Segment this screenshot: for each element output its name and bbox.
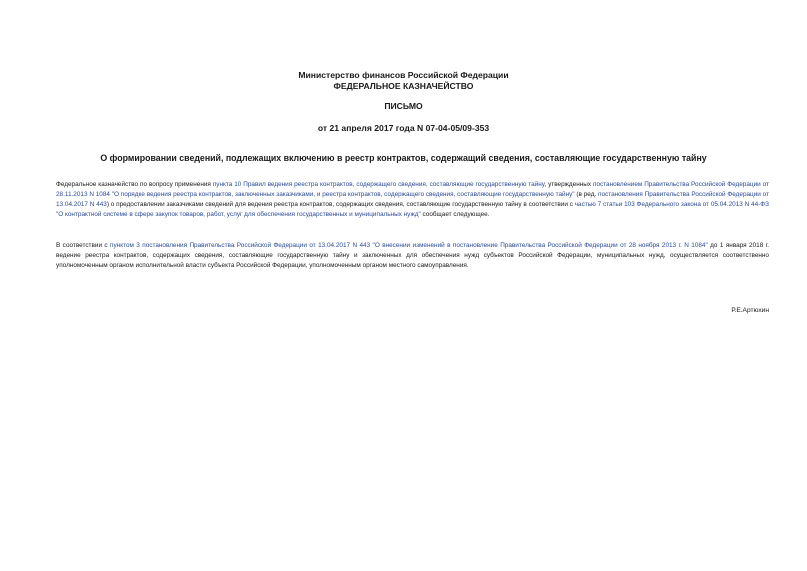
p1-text-4: ) о предоставлении заказчиками сведений для ведения реестра контрактов, содержащих сведения, составляющие государственную тайну в соответствии с xyxy=(106,201,575,208)
p1-link-rules-item-10[interactable]: пункта 10 Правил ведения реестра контрактов, содержащего сведения, составляющие государственную тайну xyxy=(212,181,545,188)
p1-link-resolution-1084[interactable]: постановлением Правительства Российской Федерации от 28.11.2013 N 1084 "О порядке ведения реестра контрактов, заключенных заказчиками, и реестра контрактов, содержащего сведения, составляющие государственную тайну" xyxy=(56,181,769,198)
p2-text-2: до 1 января 2018 г. ведение реестра контрактов, содержащих сведения, составляющие государственную тайну и заключенных для обеспечения нужд субъектов Российской Федерации, муниципальных нужд, осуществляется соответственно уполномоченным органом исполнительной власти субъекта Российской Федерации, уполномоченным органом местного самоуправления. xyxy=(56,242,769,269)
document-subject: О формировании сведений, подлежащих включению в реестр контрактов, содержащий сведения, составляющие государственную тайну xyxy=(100,153,707,163)
paragraph-1 xyxy=(56,180,769,220)
treasury-name: ФЕДЕРАЛЬНОЕ КАЗНАЧЕЙСТВО xyxy=(333,81,474,91)
p2-text-1: В соответствии с xyxy=(56,242,111,249)
p2-link-item-3-resolution-443[interactable]: пунктом 3 постановления Правительства Российской Федерации от 13.04.2017 N 443 "О внесении изменений в постановление Правительства Российской Федерации от 28 ноября 2013 г. N 1084" xyxy=(110,242,708,249)
document-date-number: от 21 апреля 2017 года N 07-04-05/09-353 xyxy=(317,123,490,133)
signature-name: Р.Е.Артюхин xyxy=(731,307,769,314)
p1-link-resolution-443[interactable]: постановления Правительства Российской Федерации от 13.04.2017 N 443 xyxy=(56,191,770,208)
ministry-name: Министерство финансов Российской Федерации xyxy=(298,70,509,80)
p1-text-2: , утвержденных xyxy=(544,181,593,188)
p1-text-3: (в ред. xyxy=(574,191,599,198)
p1-text-5: сообщает следующее. xyxy=(420,211,490,218)
p1-link-law-44fz[interactable]: частью 7 статьи 103 Федерального закона от 05.04.2013 N 44-ФЗ "О контрактной системе в сфере закупок товаров, работ, услуг для обеспечения государственных и муниципальных нужд" xyxy=(56,201,769,218)
document-type: ПИСЬМО xyxy=(384,101,423,111)
p1-text-1: Федеральное казначейство по вопросу применения xyxy=(56,181,213,188)
paragraph-2 xyxy=(56,241,769,271)
